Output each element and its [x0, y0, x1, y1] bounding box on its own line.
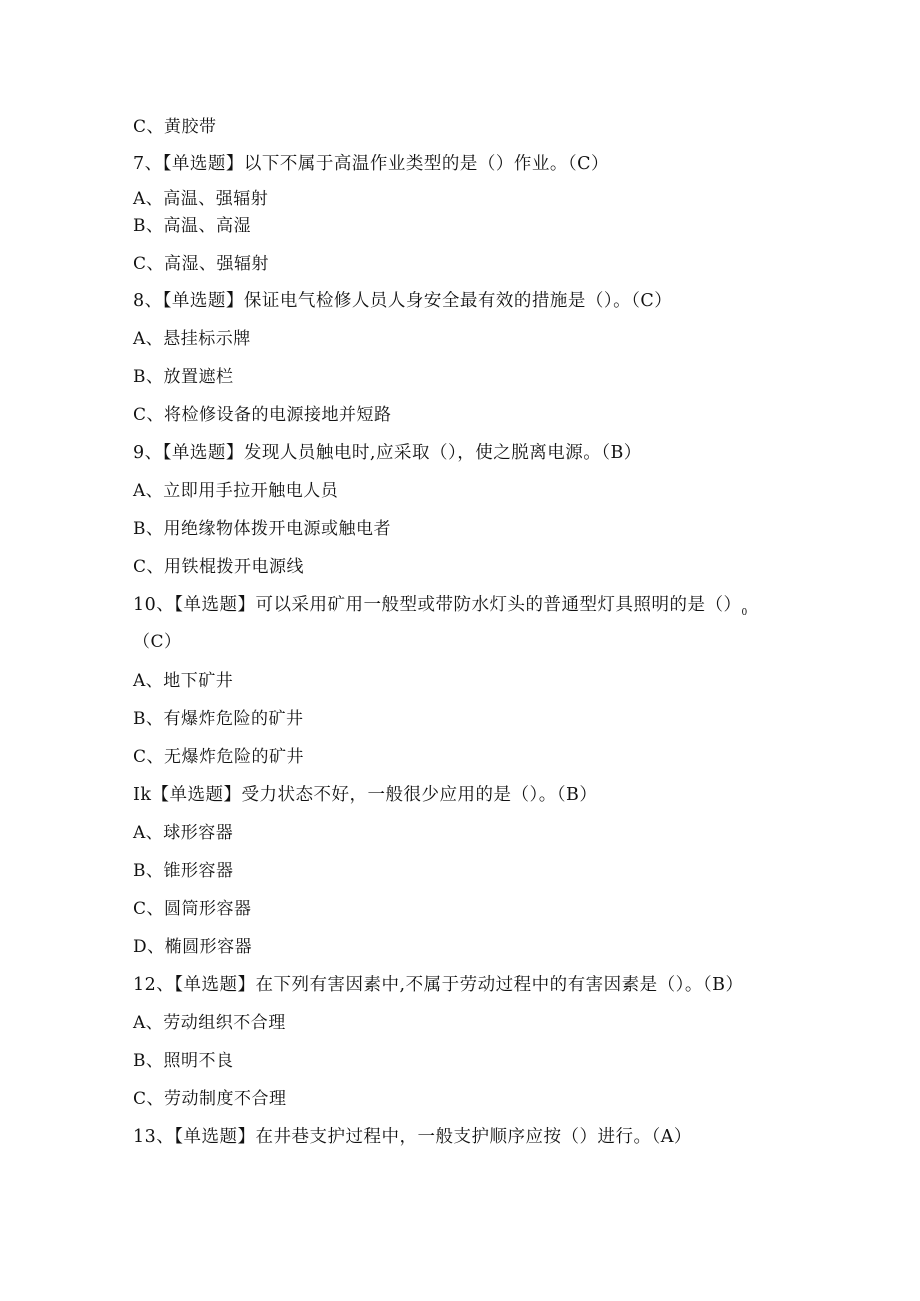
question-10 — [133, 595, 748, 623]
question-12: 12、【单选题】在下列有害因素中,不属于劳动过程中的有害因素是（）。（B） — [133, 975, 744, 995]
question-10-option-c: C、无爆炸危险的矿井 — [133, 747, 305, 767]
question-13: 13、【单选题】在井巷支护过程中，一般支护顺序应按（）进行。（A） — [133, 1127, 692, 1147]
question-11-option-d: D、椭圆形容器 — [133, 937, 253, 957]
question-8-option-c: C、将检修设备的电源接地并短路 — [133, 405, 392, 425]
question-9-option-b: B、用绝缘物体拨开电源或触电者 — [133, 519, 391, 539]
question-7: 7、【单选题】以下不属于高温作业类型的是（）作业。（C） — [133, 154, 610, 174]
question-9: 9、【单选题】发现人员触电时,应采取（），使之脱离电源。（B） — [133, 443, 642, 463]
question-8: 8、【单选题】保证电气检修人员人身安全最有效的措施是（）。（C） — [133, 291, 673, 311]
question-7-option-a: A、高温、强辐射 — [133, 189, 269, 209]
question-10-option-a: A、地下矿井 — [133, 671, 234, 691]
question-10-answer: （C） — [133, 632, 182, 652]
option-c-yellow-tape: C、黄胶带 — [133, 117, 217, 137]
question-11: Ik【单选题】受力状态不好，一般很少应用的是（）。（B） — [133, 785, 598, 805]
question-12-option-a: A、劳动组织不合理 — [133, 1013, 286, 1033]
question-11-option-c: C、圆筒形容器 — [133, 899, 252, 919]
question-10-option-b: B、有爆炸危险的矿井 — [133, 709, 304, 729]
question-10-text: 10、【单选题】可以采用矿用一般型或带防水灯头的普通型灯具照明的是（） — [133, 595, 742, 615]
question-9-option-c: C、用铁棍拨开电源线 — [133, 557, 305, 577]
question-7-option-c: C、高湿、强辐射 — [133, 254, 270, 274]
question-8-option-b: B、放置遮栏 — [133, 367, 234, 387]
question-11-option-b: B、锥形容器 — [133, 861, 234, 881]
question-9-option-a: A、立即用手拉开触电人员 — [133, 481, 339, 501]
question-7-option-b: B、高温、高湿 — [133, 216, 251, 236]
question-12-option-c: C、劳动制度不合理 — [133, 1089, 287, 1109]
question-12-option-b: B、照明不良 — [133, 1051, 234, 1071]
question-8-option-a: A、悬挂标示牌 — [133, 329, 251, 349]
question-11-option-a: A、球形容器 — [133, 823, 234, 843]
question-10-suffix: 0 — [741, 608, 748, 618]
